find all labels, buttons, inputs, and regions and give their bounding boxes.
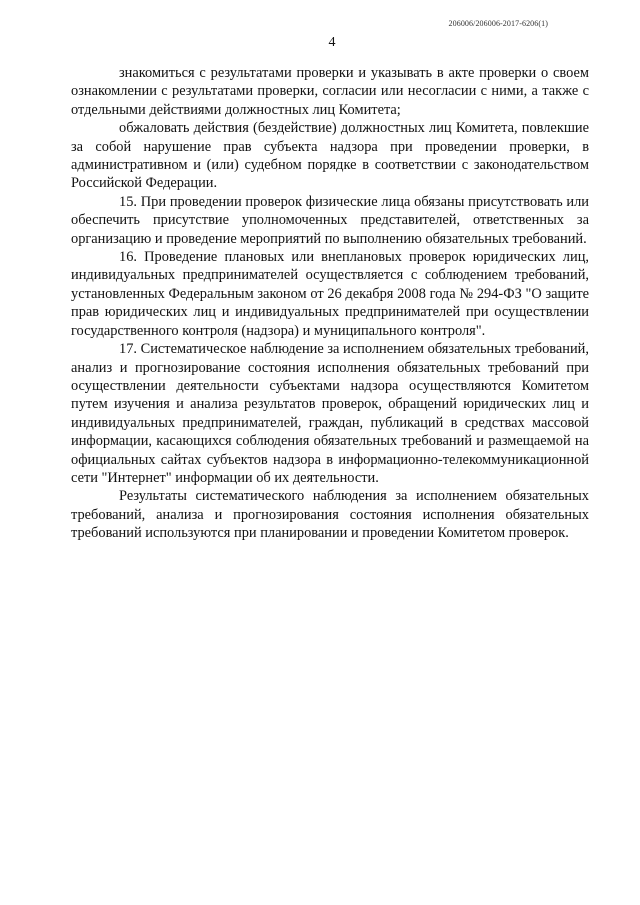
paragraph-17: 17. Систематическое наблюдение за исполнением обязательных требований, анализ и прогнозирование состояния исполнения обязательных требований при осуществлении деятельности субъектами надзора осуществляются Комитетом путем изучения и анализа результатов проверок, обращений юридических лиц и индивидуальных предпринимателей, граждан, публикаций в средствах массовой информации, касающихся соблюдения обязательных требований и размещаемой на официальных сайтах субъектов надзора в информационно-телекоммуникационной сети "Интернет" информации об их деятельности. [71,341,589,486]
document-code: 206006/206006-2017-6206(1) [448,19,548,28]
paragraph-monitoring-results: Результаты систематического наблюдения за исполнением обязательных требований, анализа и прогнозирования состояния исполнения обязательных требований используются при планировании и проведении Комитетом проверок. [71,488,589,542]
document-body [71,64,589,543]
paragraph-inspection-results-rights: знакомиться с результатами проверки и указывать в акте проверки о своем ознакомлении с результатами проверки, согласии или несогласии с ними, а также с отдельными действиями должностных лиц Комитета; [71,65,589,118]
page-number: 4 [328,35,336,50]
paragraph-16: 16. Проведение плановых или внеплановых проверок юридических лиц, индивидуальных предпринимателей осуществляется с соблюдением требований, установленных Федеральным законом от 26 декабря 2008 года № 294-ФЗ "О защите прав юридических лиц и индивидуальных предпринимателей при осуществлении государственного контроля (надзора) и муниципального контроля". [71,249,589,339]
paragraph-15: 15. При проведении проверок физические лица обязаны присутствовать или обеспечить присутствие уполномоченных представителей, ответственных за организацию и проведение мероприятий по выполнению обязательных требований. [71,193,589,247]
paragraph-appeal-rights: обжаловать действия (бездействие) должностных лиц Комитета, повлекшие за собой нарушение прав субъекта надзора при проведении проверки, в административном и (или) судебном порядке в соответствии с законодательством Российской Федерации. [71,120,589,192]
